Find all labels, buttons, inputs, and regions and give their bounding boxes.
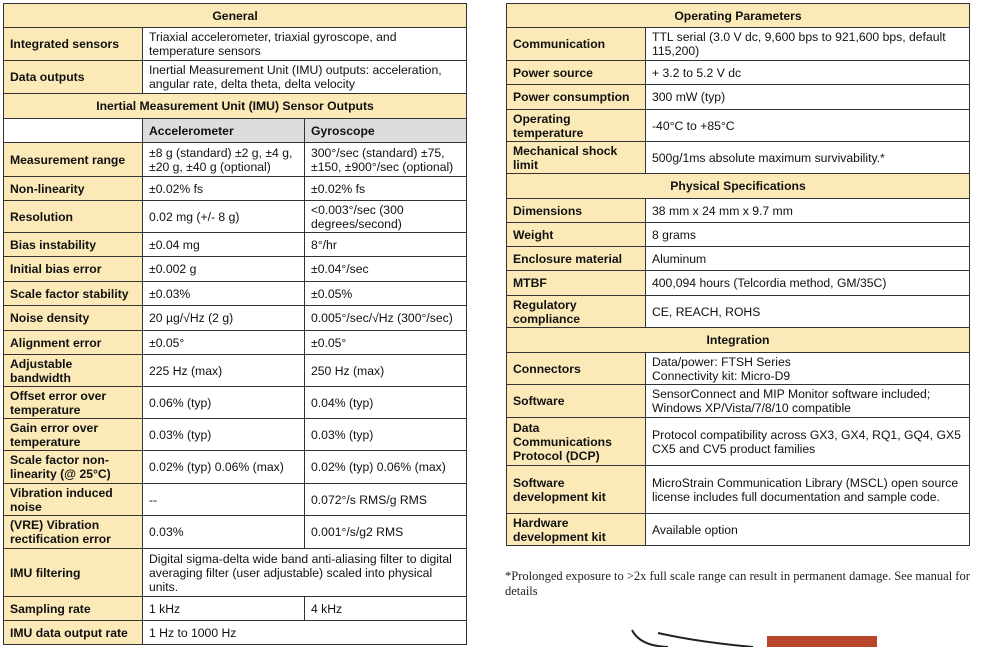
- row-label: MTBF: [507, 271, 646, 296]
- row-value: [646, 353, 970, 385]
- row-label: Dimensions: [507, 199, 646, 223]
- row-label: Scale factor stability: [4, 282, 143, 306]
- row-value: 300 mW (typ): [646, 85, 970, 110]
- row-label: Sampling rate: [4, 597, 143, 621]
- row-label: Software: [507, 385, 646, 418]
- accel-value: ±8 g (standard) ±2 g, ±4 g, ±20 g, ±40 g (optional): [143, 143, 305, 177]
- row-value: CE, REACH, ROHS: [646, 296, 970, 328]
- row-label: Noise density: [4, 306, 143, 331]
- operating-physical-integration-table: [506, 3, 970, 546]
- section-header-integration: Integration: [507, 328, 970, 353]
- row-value: MicroStrain Communication Library (MSCL) open source license includes full documentation and sample code.: [646, 466, 970, 514]
- row-label: Communication: [507, 28, 646, 61]
- row-label: Power source: [507, 61, 646, 85]
- accel-value: ±0.03%: [143, 282, 305, 306]
- blank-cell: [4, 119, 143, 143]
- accel-value: 0.03% (typ): [143, 419, 305, 451]
- row-value: 1 Hz to 1000 Hz: [143, 621, 467, 645]
- row-label: IMU filtering: [4, 549, 143, 597]
- row-value: 38 mm x 24 mm x 9.7 mm: [646, 199, 970, 223]
- row-label: Hardware development kit: [507, 514, 646, 546]
- row-value: 8 grams: [646, 223, 970, 247]
- row-label: Vibration induced noise: [4, 484, 143, 516]
- row-label: Alignment error: [4, 331, 143, 355]
- gyro-value: 8°/hr: [305, 233, 467, 257]
- section-header-general: General: [4, 4, 467, 28]
- row-label: Non-linearity: [4, 177, 143, 201]
- row-label: Integrated sensors: [4, 28, 143, 61]
- row-value: Inertial Measurement Unit (IMU) outputs: acceleration, angular rate, delta theta, delta velocity: [143, 61, 467, 94]
- accel-value: 0.02% (typ) 0.06% (max): [143, 451, 305, 484]
- row-label: Software development kit: [507, 466, 646, 514]
- row-label: Data outputs: [4, 61, 143, 94]
- accel-value: --: [143, 484, 305, 516]
- gyro-value: 4 kHz: [305, 597, 467, 621]
- cable-image: [628, 628, 758, 647]
- row-label: Resolution: [4, 201, 143, 233]
- row-value: + 3.2 to 5.2 V dc: [646, 61, 970, 85]
- row-label: Gain error over temperature: [4, 419, 143, 451]
- accel-value: 0.02 mg (+/- 8 g): [143, 201, 305, 233]
- row-label: Mechanical shock limit: [507, 142, 646, 174]
- gyro-value: 0.04% (typ): [305, 387, 467, 419]
- accel-value: 225 Hz (max): [143, 355, 305, 387]
- row-value: -40°C to +85°C: [646, 110, 970, 142]
- column-header-accelerometer: Accelerometer: [143, 119, 305, 143]
- row-label: IMU data output rate: [4, 621, 143, 645]
- gyro-value: <0.003°/sec (300 degrees/second): [305, 201, 467, 233]
- row-value: Protocol compatibility across GX3, GX4, RQ1, GQ4, GX5 CX5 and CV5 product families: [646, 418, 970, 466]
- accel-value: 0.03%: [143, 516, 305, 549]
- row-label: Operating temperature: [507, 110, 646, 142]
- row-value: Available option: [646, 514, 970, 546]
- row-label: Adjustable bandwidth: [4, 355, 143, 387]
- gyro-value: ±0.05%: [305, 282, 467, 306]
- row-label: (VRE) Vibration rectification error: [4, 516, 143, 549]
- row-value: Triaxial accelerometer, triaxial gyroscope, and temperature sensors: [143, 28, 467, 61]
- row-value: 500g/1ms absolute maximum survivability.*: [646, 142, 970, 174]
- gyro-value: 300°/sec (standard) ±75, ±150, ±900°/sec (optional): [305, 143, 467, 177]
- gyro-value: ±0.05°: [305, 331, 467, 355]
- accel-value: ±0.04 mg: [143, 233, 305, 257]
- gyro-value: 0.03% (typ): [305, 419, 467, 451]
- imu-spec-table: [3, 3, 467, 645]
- accel-value: ±0.02% fs: [143, 177, 305, 201]
- accel-value: ±0.002 g: [143, 257, 305, 282]
- gyro-value: 0.001°/s/g2 RMS: [305, 516, 467, 549]
- gyro-value: 0.072°/s RMS/g RMS: [305, 484, 467, 516]
- accel-value: 0.06% (typ): [143, 387, 305, 419]
- row-label: Data Communications Protocol (DCP): [507, 418, 646, 466]
- column-header-gyroscope: Gyroscope: [305, 119, 467, 143]
- row-label: Offset error over temperature: [4, 387, 143, 419]
- row-label: Power consumption: [507, 85, 646, 110]
- row-label: Weight: [507, 223, 646, 247]
- accel-value: 20 µg/√Hz (2 g): [143, 306, 305, 331]
- row-label: Measurement range: [4, 143, 143, 177]
- row-label: Connectors: [507, 353, 646, 385]
- row-value: Aluminum: [646, 247, 970, 271]
- row-label: Initial bias error: [4, 257, 143, 282]
- row-label: Regulatory compliance: [507, 296, 646, 328]
- footnote: *Prolonged exposure to >2x full scale range can result in permanent damage. See manual for details: [505, 569, 970, 598]
- section-header-imu: Inertial Measurement Unit (IMU) Sensor Outputs: [4, 94, 467, 119]
- gyro-value: 250 Hz (max): [305, 355, 467, 387]
- gyro-value: 0.005°/sec/√Hz (300°/sec): [305, 306, 467, 331]
- gyro-value: 0.02% (typ) 0.06% (max): [305, 451, 467, 484]
- row-value: 400,094 hours (Telcordia method, GM/35C): [646, 271, 970, 296]
- row-value: SensorConnect and MIP Monitor software included; Windows XP/Vista/7/8/10 compatible: [646, 385, 970, 418]
- connector-connectivity-kit: Connectivity kit: Micro-D9: [652, 368, 791, 383]
- section-header-operating: Operating Parameters: [507, 4, 970, 28]
- row-label: Enclosure material: [507, 247, 646, 271]
- row-value: Digital sigma-delta wide band anti-aliasing filter to digital averaging filter (user adjustable) scaled into physical units.: [143, 549, 467, 597]
- row-value: TTL serial (3.0 V dc, 9,600 bps to 921,600 bps, default 115,200): [646, 28, 970, 61]
- gyro-value: ±0.04°/sec: [305, 257, 467, 282]
- connectivity-board-image: [767, 636, 877, 647]
- connector-data-power: Data/power: FTSH Series: [652, 354, 791, 369]
- gyro-value: ±0.02% fs: [305, 177, 467, 201]
- row-label: Bias instability: [4, 233, 143, 257]
- accel-value: 1 kHz: [143, 597, 305, 621]
- section-header-physical: Physical Specifications: [507, 174, 970, 199]
- row-label: Scale factor non-linearity (@ 25°C): [4, 451, 143, 484]
- accel-value: ±0.05°: [143, 331, 305, 355]
